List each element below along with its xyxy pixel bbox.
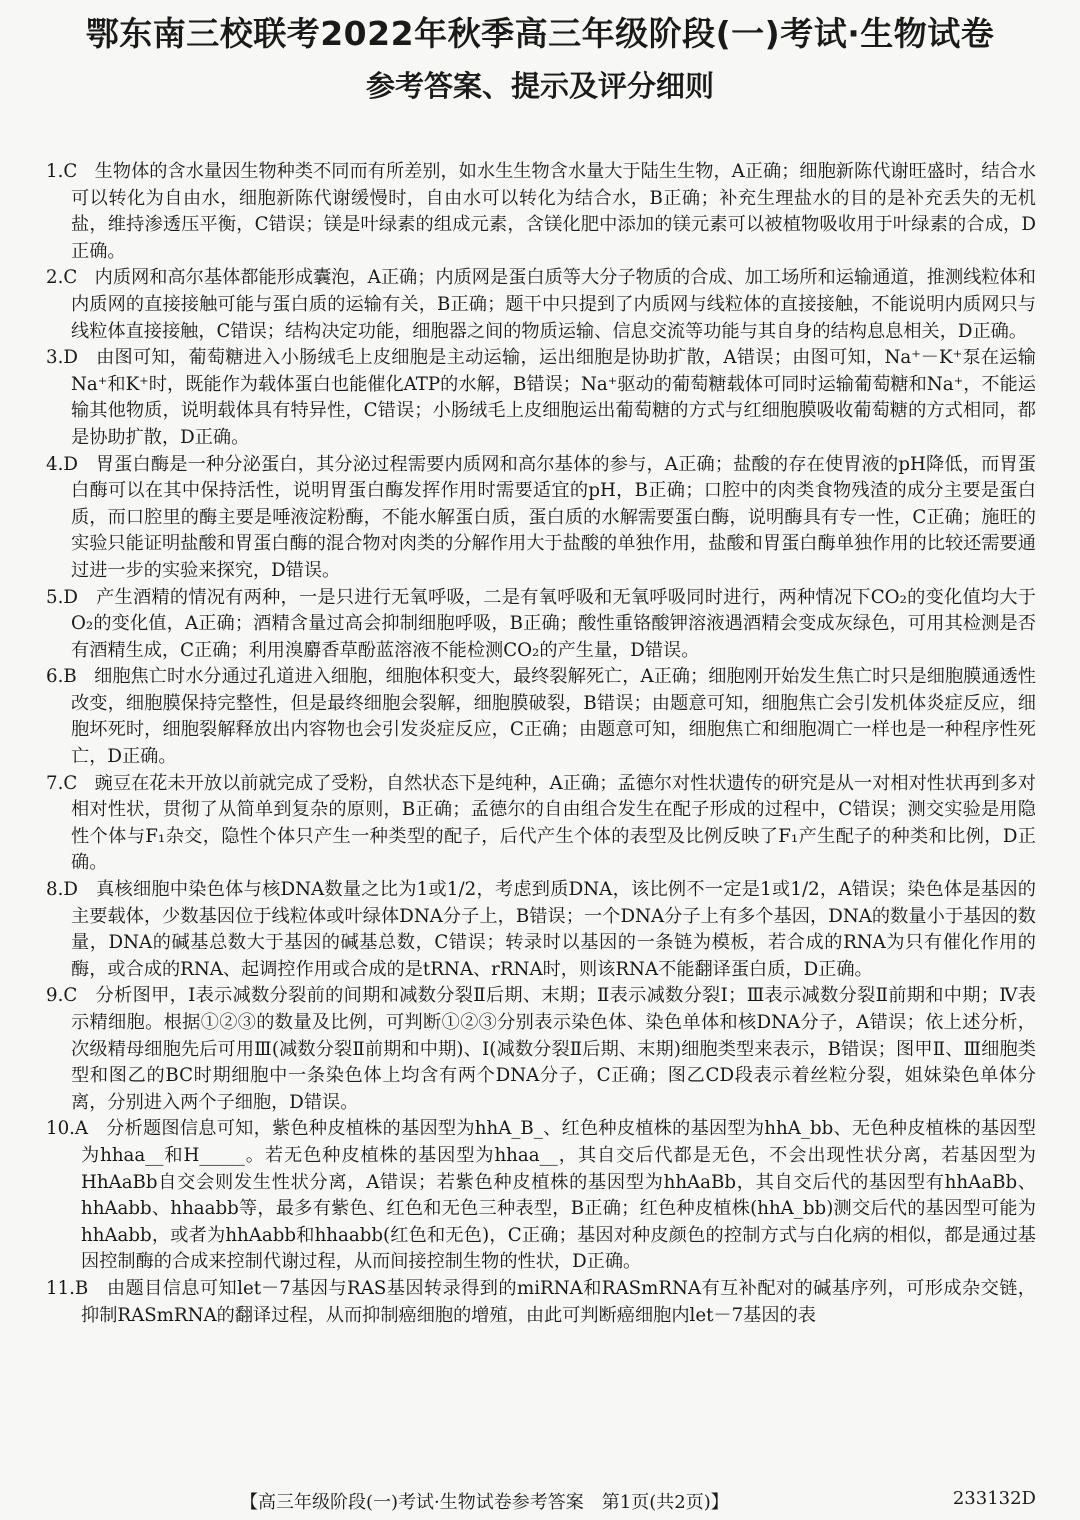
answer-number: 5.D	[46, 586, 78, 608]
answer-text: 豌豆在花未开放以前就完成了受粉，自然状态下是纯种，A正确；孟德尔对性状遗传的研究是从一对相对性状再到多对相对性状，贯彻了从简单到复杂的原则，B正确；孟德尔的自由组合发生在配子形成的过程中，C错误；测交实验是用隐性个体与F₁杂交，隐性个体只产生一种类型的配子，后代产生个体的表型及比例反映了F₁产生配子的种类和比例，D正确。	[71, 772, 1036, 874]
answer-text: 产生酒精的情况有两种，一是只进行无氧呼吸，二是有氧呼吸和无氧呼吸同时进行，两种情况下CO₂的变化值均大于O₂的变化值，A正确；酒精含量过高会抑制细胞呼吸，B正确；酸性重铬酸钾溶液遇酒精会变成灰绿色，可用其检测是否有酒精生成，C正确；利用溴麝香草酚蓝溶液不能检测CO₂的产生量，D错误。	[71, 586, 1036, 661]
answer-item	[46, 664, 1036, 770]
answer-item	[46, 771, 1036, 877]
answer-number: 7.C	[46, 772, 78, 794]
answer-item	[46, 877, 1036, 983]
answer-number: 10.A	[46, 1118, 89, 1140]
answer-number: 2.C	[46, 267, 78, 289]
answer-number: 6.B	[46, 666, 77, 688]
answer-text: 分析题图信息可知，紫色种皮植株的基因型为hhA_B_、红色种皮植株的基因型为hhA_bb、无色种皮植株的基因型为hhaa__和H_____。若无色种皮植株的基因型为hhaa__，其自交后代都是无色，不会出现性状分离，若基因型为HhAaBb自交会则发生性状分离，A错误；若紫色种皮植株的基因型为hhAaBb，其自交后代的基因型有hhAaBb、hhAabb、hhaabb等，最多有紫色、红色和无色三种表型，B正确；红色种皮植株(hhA_bb)测交后代的基因型可能为hhAabb，或者为hhAabb和hhaabb(红色和无色)，C正确；基因对种皮颜色的控制方式与白化病的相似，都是通过基因控制酶的合成来控制代谢过程，从而间接控制生物的性状，D正确。	[81, 1118, 1036, 1273]
answer-item	[46, 585, 1036, 665]
footer-code: 233132D	[952, 1488, 1036, 1509]
answer-text: 生物体的含水量因生物种类不同而有所差别，如水生生物含水量大于陆生生物，A正确；细胞新陈代谢旺盛时，结合水可以转化为自由水，细胞新陈代谢缓慢时，自由水可以转化为结合水，B正确；补充生理盐水的目的是补充丢失的无机盐，维持渗透压平衡，C错误；镁是叶绿素的组成元素，含镁化肥中添加的镁元素可以被植物吸收用于叶绿素的合成，D正确。	[71, 161, 1036, 262]
answer-number: 9.C	[46, 985, 78, 1007]
answer-item	[46, 983, 1036, 1116]
answer-item	[46, 1276, 1036, 1329]
answer-text: 由题目信息可知let－7基因与RAS基因转录得到的miRNA和RASmRNA有互补配对的碱基序列，可形成杂交链，抑制RASmRNA的翻译过程，从而抑制癌细胞的增殖，由此可判断癌细胞内let－7基因的表	[81, 1277, 1036, 1326]
answer-number: 8.D	[46, 879, 78, 901]
answer-item	[46, 345, 1036, 451]
answer-number: 11.B	[46, 1277, 89, 1299]
answer-text: 胃蛋白酶是一种分泌蛋白，其分泌过程需要内质网和高尔基体的参与，A正确；盐酸的存在使胃液的pH降低，而胃蛋白酶可以在其中保持活性，说明胃蛋白酶发挥作用时需要适宜的pH，B正确；口腔中的肉类食物残渣的成分主要是蛋白质，而口腔里的酶主要是唾液淀粉酶，不能水解蛋白质，蛋白质的水解需要蛋白酶，说明酶具有专一性，C正确；施旺的实验只能证明盐酸和胃蛋白酶的混合物对肉类的分解作用大于盐酸的单独作用，盐酸和胃蛋白酶单独作用的比较还需要通过进一步的实验来探究，D错误。	[71, 453, 1036, 581]
answer-number: 4.D	[46, 453, 78, 475]
answer-text: 细胞焦亡时水分通过孔道进入细胞，细胞体积变大，最终裂解死亡，A正确；细胞刚开始发生焦亡时只是细胞膜通透性改变，细胞膜保持完整性，但是最终细胞会裂解，细胞膜破裂，B错误；由题意可知，细胞焦亡会引发机体炎症反应，细胞坏死时，细胞裂解释放出内容物也会引发炎症反应，C正确；由题意可知，细胞焦亡和细胞凋亡一样也是一种程序性死亡，D正确。	[71, 666, 1036, 768]
answer-item	[46, 159, 1036, 265]
page-subtitle: 参考答案、提示及评分细则	[365, 69, 714, 103]
answer-text: 真核细胞中染色体与核DNA数量之比为1或1/2，考虑到质DNA，该比例不一定是1或1/2，A错误；染色体是基因的主要载体，少数基因位于线粒体或叶绿体DNA分子上，B错误；一个DNA分子上有多个基因，DNA的数量小于基因的数量，DNA的碱基总数大于基因的碱基总数，C错误；转录时以基因的一条链为模板，若合成的RNA为只有催化作用的酶，或合成的RNA、起调控作用或合成的是tRNA、rRNA时，则该RNA不能翻译蛋白质，D正确。	[71, 879, 1036, 980]
answer-number: 1.C	[46, 161, 78, 182]
answer-item	[46, 1116, 1036, 1276]
answer-text: 内质网和高尔基体都能形成囊泡，A正确；内质网是蛋白质等大分子物质的合成、加工场所和运输通道，推测线粒体和内质网的直接接触可能与蛋白质的运输有关，B正确；题干中只提到了内质网与线粒体的直接接触，不能说明内质网只与线粒体直接接触，C错误；结构决定功能，细胞器之间的物质运输、信息交流等功能与其自身的结构息息相关，D正确。	[71, 267, 1036, 342]
answer-list	[46, 159, 1036, 1329]
answer-number: 3.D	[46, 347, 78, 369]
answer-item	[46, 452, 1036, 585]
answer-item	[46, 265, 1036, 345]
footer-page-info: 【高三年级阶段(一)考试·生物试卷参考答案 第1页(共2页)】	[240, 1492, 729, 1513]
answer-text: 分析图甲，Ⅰ表示减数分裂前的间期和减数分裂Ⅱ后期、末期；Ⅱ表示减数分裂Ⅰ；Ⅲ表示减数分裂Ⅱ前期和中期；Ⅳ表示精细胞。根据①②③的数量及比例，可判断①②③分别表示染色体、染色单体和核DNA分子，A错误；依上述分析，次级精母细胞先后可用Ⅲ(减数分裂Ⅱ前期和中期)、Ⅰ(减数分裂Ⅱ后期、末期)细胞类型来表示，B错误；图甲Ⅱ、Ⅲ细胞类型和图乙的BC时期细胞中一条染色体上均含有两个DNA分子，C正确；图乙CD段表示着丝粒分裂，姐妹染色单体分离，分别进入两个子细胞，D错误。	[71, 985, 1036, 1113]
answer-text: 由图可知，葡萄糖进入小肠绒毛上皮细胞是主动运输，运出细胞是协助扩散，A错误；由图可知，Na⁺－K⁺泵在运输Na⁺和K⁺时，既能作为载体蛋白也能催化ATP的水解，B错误；Na⁺驱动的葡萄糖载体可同时运输葡萄糖和Na⁺，不能运输其他物质，说明载体具有特异性，C错误；小肠绒毛上皮细胞运出葡萄糖的方式与红细胞膜吸收葡萄糖的方式相同，都是协助扩散，D正确。	[71, 347, 1036, 448]
page-title: 鄂东南三校联考2022年秋季高三年级阶段(一)考试·生物试卷	[85, 14, 995, 53]
